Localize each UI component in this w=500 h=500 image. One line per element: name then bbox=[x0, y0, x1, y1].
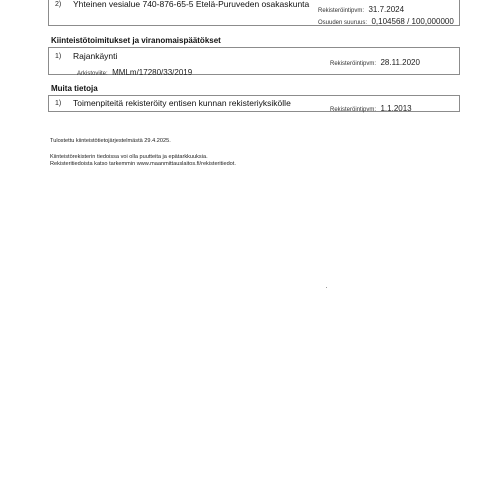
entry-number: 2) bbox=[55, 1, 62, 8]
registration-date-label: Rekisteröintipvm: bbox=[330, 61, 377, 67]
entry-number: 1) bbox=[55, 53, 62, 60]
registration-date-label: Rekisteröintipvm: bbox=[318, 8, 365, 14]
registration-date-value: 31.7.2024 bbox=[368, 5, 405, 14]
share-size-label: Osuuden suuruus: bbox=[318, 20, 368, 26]
procedure-entry bbox=[48, 47, 460, 75]
scan-speck bbox=[326, 287, 327, 288]
section-heading-procedures: Kiinteistötoimitukset ja viranomaispäätökset bbox=[51, 36, 221, 45]
entry-text: Yhteinen vesialue 740-876-65-5 Etelä-Puruveden osakaskunta bbox=[73, 0, 310, 9]
section-heading-other-info: Muita tietoja bbox=[51, 84, 98, 93]
archive-reference-label: Arkistoviite: bbox=[77, 71, 108, 77]
archive-reference-row bbox=[77, 62, 192, 80]
share-size-value: 0,104568 / 100,000000 bbox=[371, 17, 454, 26]
entry-number: 1) bbox=[55, 100, 62, 107]
registration-date-label: Rekisteröintipvm: bbox=[330, 107, 377, 113]
registration-date-row bbox=[330, 98, 412, 116]
joint-area-entry bbox=[48, 0, 460, 26]
share-size-row bbox=[318, 11, 454, 29]
registration-date-value: 1.1.2013 bbox=[380, 104, 412, 113]
registration-date-value: 28.11.2020 bbox=[380, 58, 420, 67]
other-info-entry bbox=[48, 95, 460, 112]
registration-date-row bbox=[330, 52, 420, 70]
printed-note: Tulostettu kiinteistötietojärjestelmästä 29.4.2025. bbox=[50, 138, 171, 144]
entry-text: Toimenpiteitä rekisteröity entisen kunnan rekisteriyksikölle bbox=[73, 98, 291, 108]
disclaimer-line-1: Kiinteistörekisterin tiedoissa voi olla puutteita ja epätarkkuuksia. bbox=[50, 154, 208, 160]
archive-reference-value: MMLm/17280/33/2019 bbox=[112, 68, 193, 77]
entry-text: Rajankäynti bbox=[73, 51, 118, 61]
disclaimer-line-2: Rekisteritiedoista katso tarkemmin www.maanmittauslaitos.fi/rekisteritiedot. bbox=[50, 161, 236, 167]
